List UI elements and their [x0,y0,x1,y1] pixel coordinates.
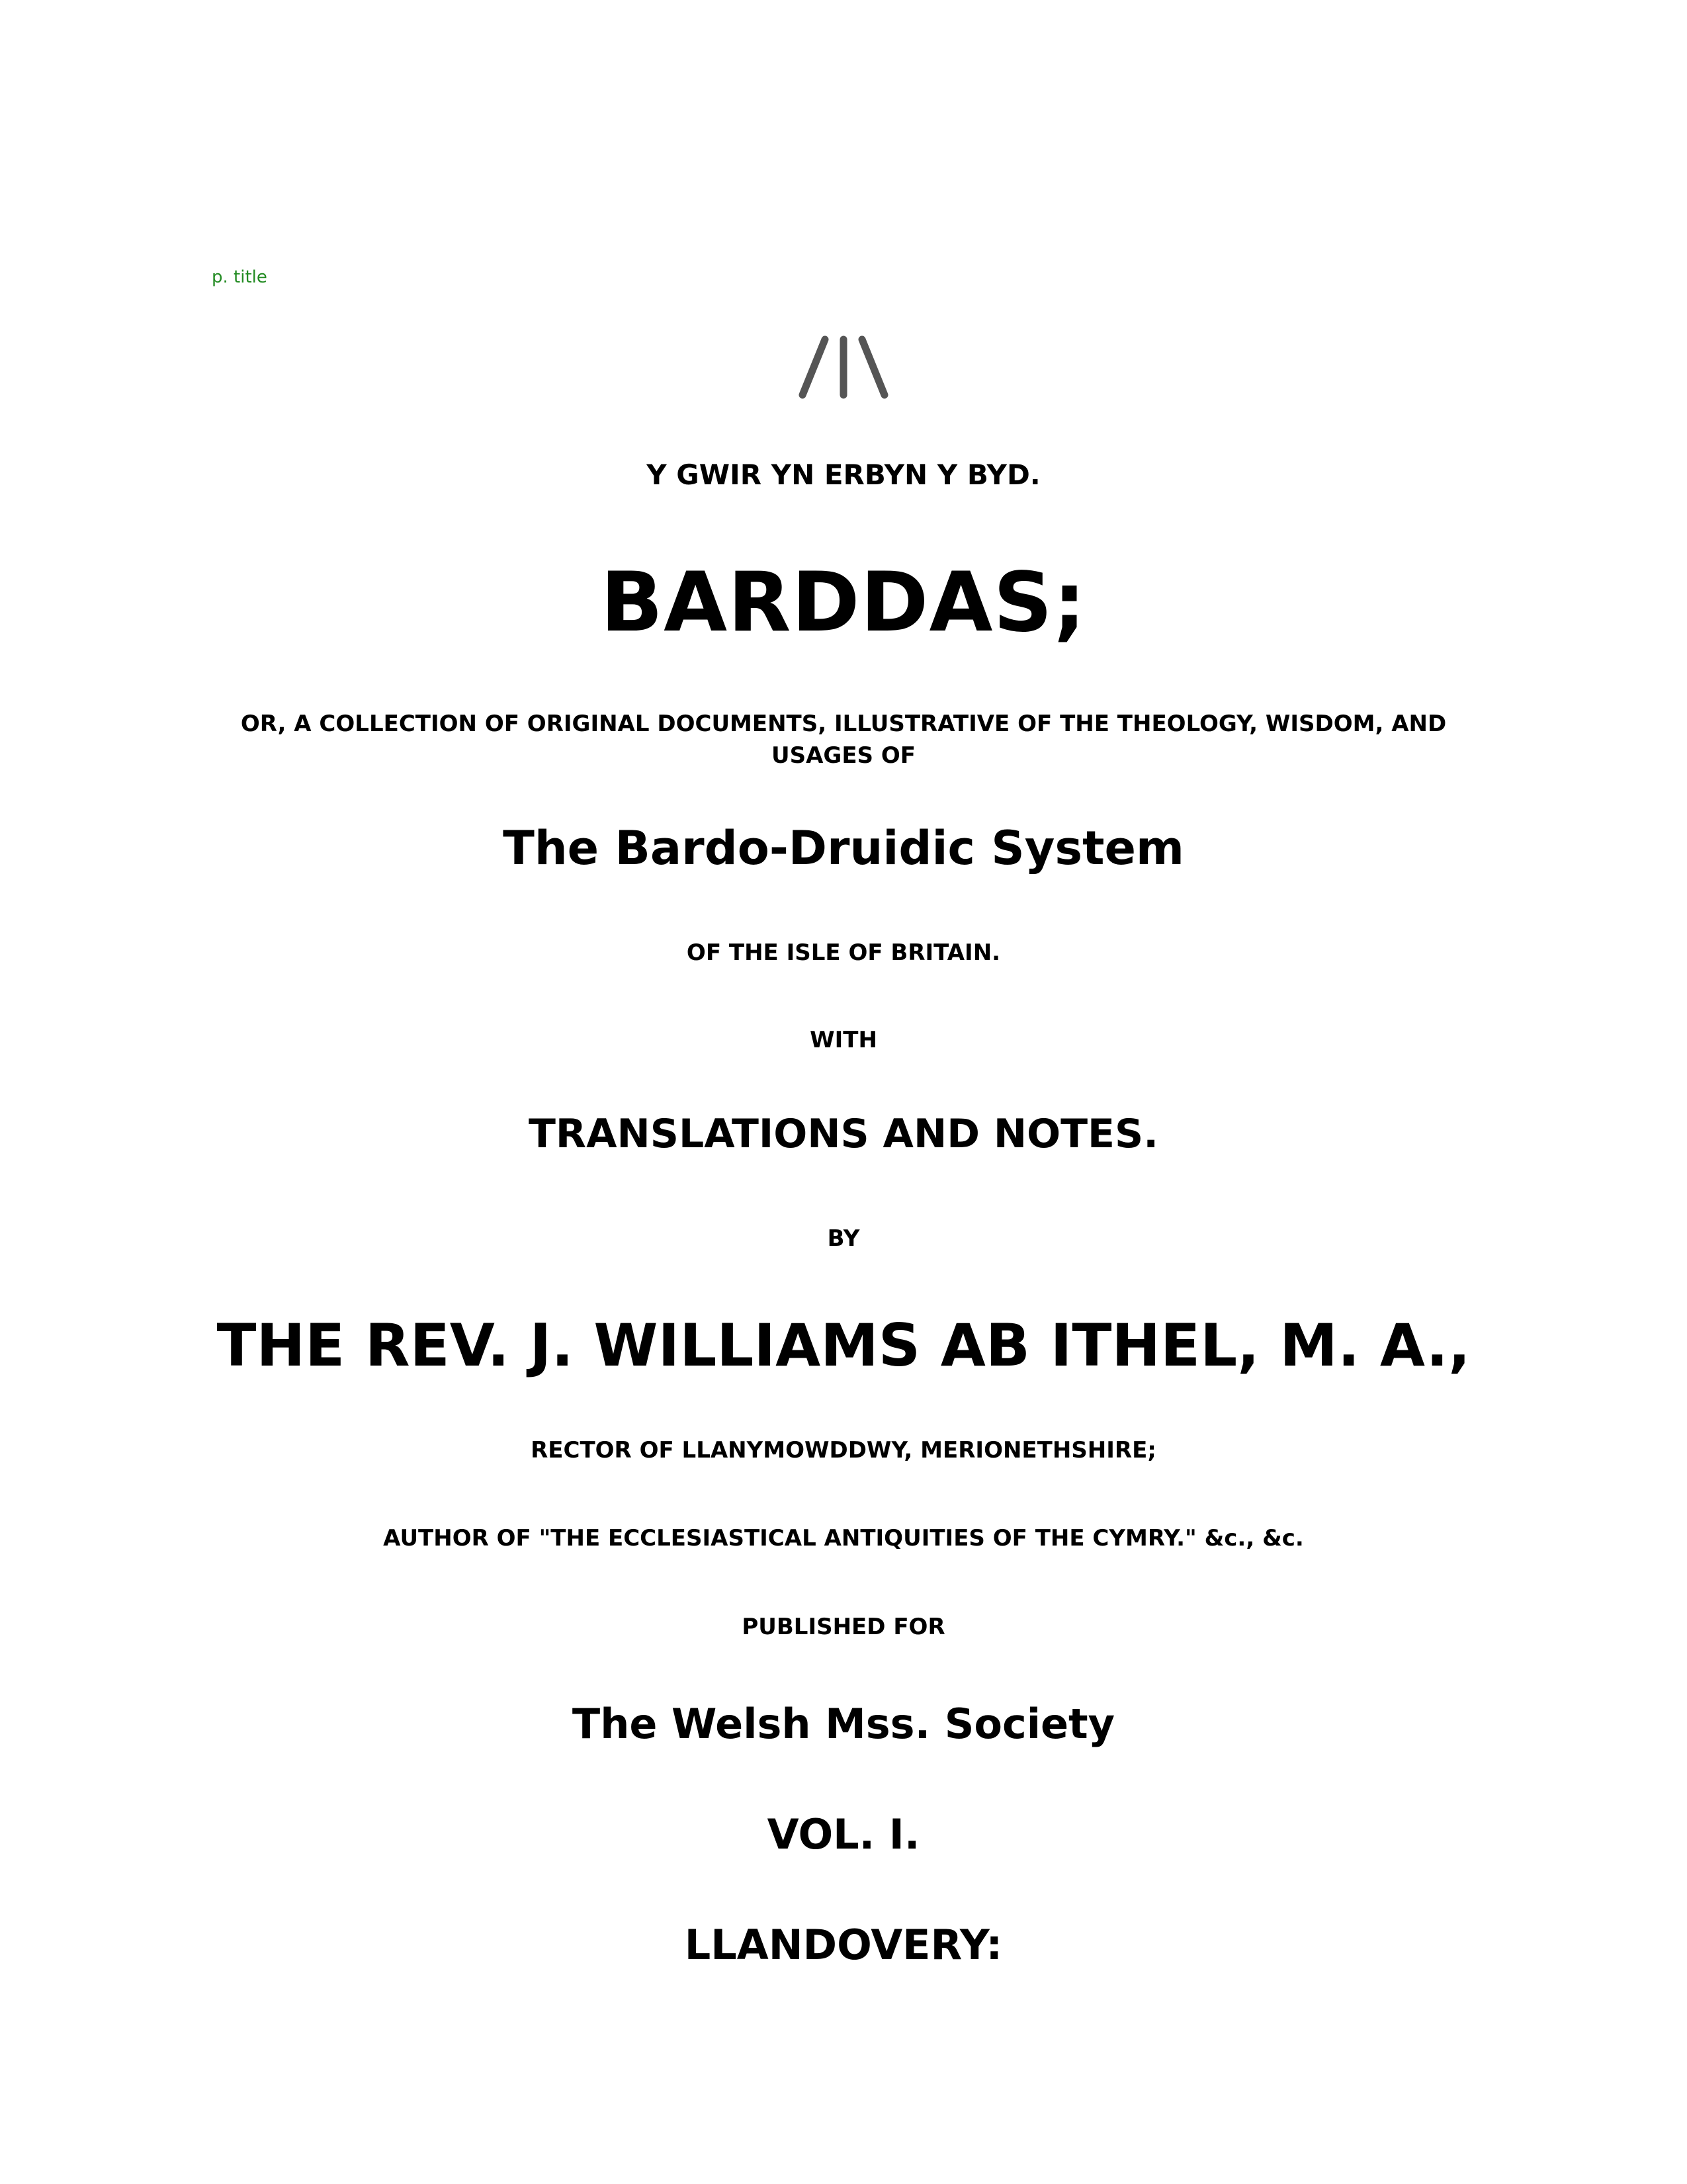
page-label: p. title [212,267,267,287]
rector-line: RECTOR OF LLANYMOWDDWY, MERIONETHSHIRE; [531,1437,1156,1463]
system-heading: The Bardo-Druidic System [503,821,1184,875]
awen-emblem-icon [791,334,896,400]
author-name: THE REV. J. WILLIAMS AB ITHEL, M. A., [216,1311,1471,1379]
published-for-line: PUBLISHED FOR [742,1614,945,1640]
book-title: BARDDAS; [600,555,1087,650]
motto: Y GWIR YN ERBYN Y BYD. [646,459,1041,491]
with-line: WITH [810,1027,877,1053]
subtitle: OR, A COLLECTION OF ORIGINAL DOCUMENTS, ILLUSTRATIVE OF THE THEOLOGY, WISDOM, AND USAGES OF [240,711,1447,769]
author-of-line: AUTHOR OF "THE ECCLESIASTICAL ANTIQUITIES OF THE CYMRY." &c., &c. [383,1525,1304,1551]
volume-label: VOL. I. [767,1810,920,1858]
translations-heading: TRANSLATIONS AND NOTES. [528,1111,1159,1157]
place-label: LLANDOVERY: [684,1921,1003,1969]
by-line: BY [827,1225,860,1252]
isle-line: OF THE ISLE OF BRITAIN. [686,939,1001,966]
society-name: The Welsh Mss. Society [572,1700,1115,1748]
